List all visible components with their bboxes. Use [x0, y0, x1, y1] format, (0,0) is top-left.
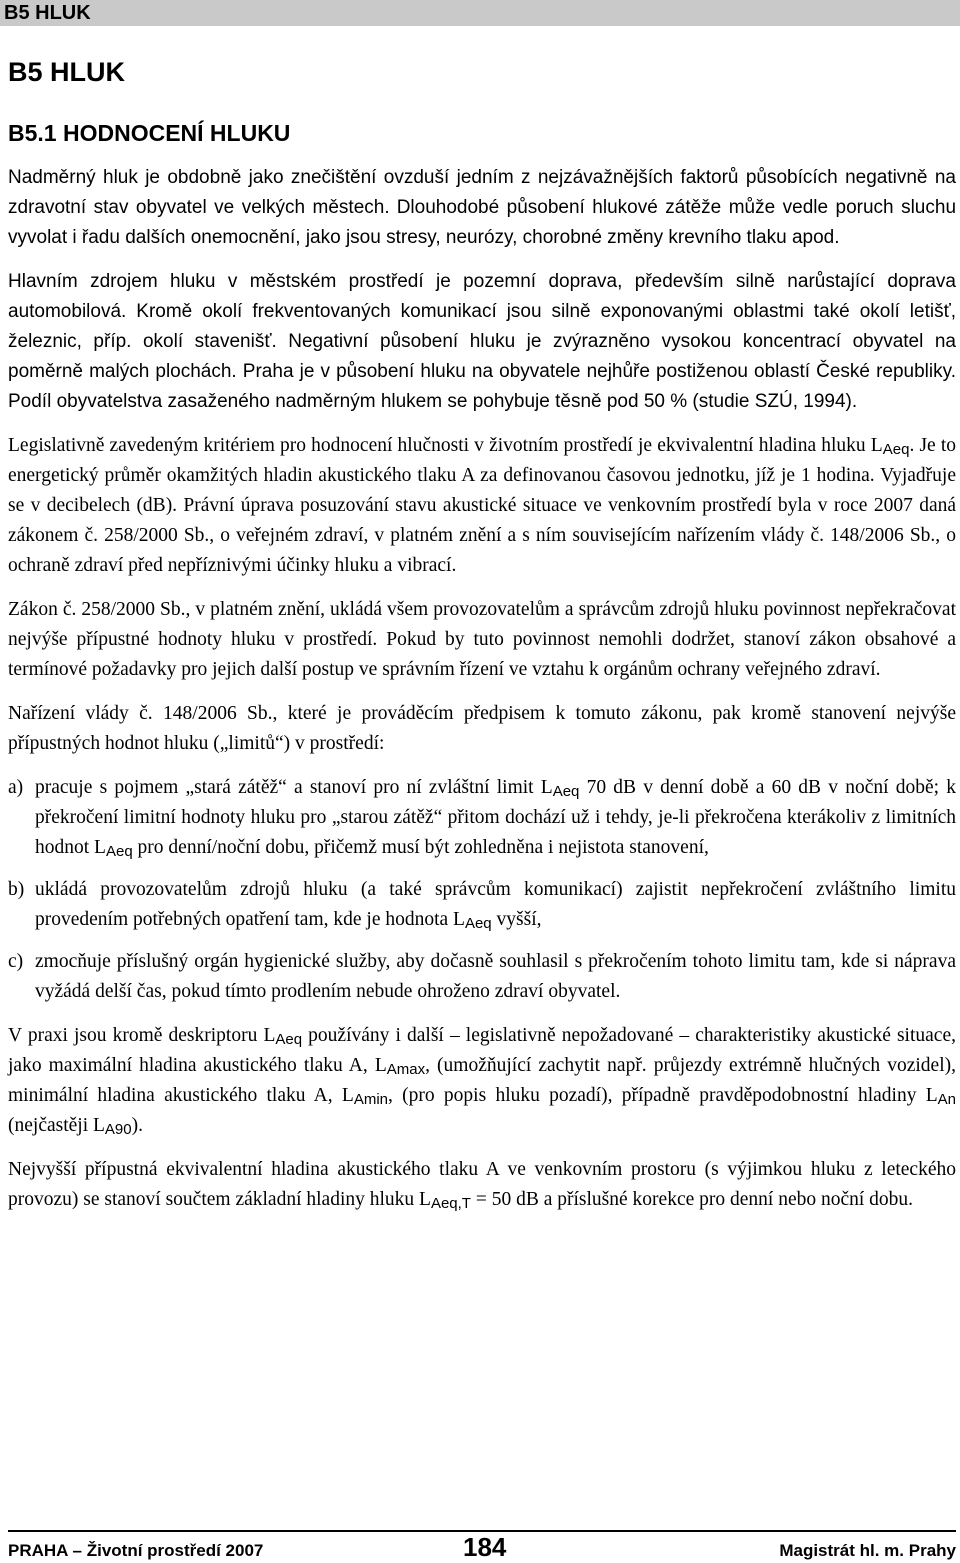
list-marker: a) [8, 777, 24, 798]
page-number: 184 [463, 1532, 507, 1562]
text: ukládá provozovatelům zdrojů hluku (a také správcům komunikací) zajistit nepřekročení zvláštního limitu provedením potřebných opatření tam, kde je hodnota L [35, 879, 956, 930]
text: Nejvyšší přípustná ekvivalentní hladina akustického tlaku A ve venkovním prostoru (s výjimkou hluku z leteckého provozu) se stanoví součtem základní hladiny hluku L [8, 1159, 956, 1210]
page-footer [8, 1530, 956, 1562]
paragraph-intro-lead: Nadměrný hluk je obdobně jako znečištění ovzduší jedním z nejzávažnějších faktorů působících negativně na zdravotní stav obyvatel ve velkých městech. [8, 167, 956, 218]
text: 70 dB v denní době a 60 dB v noční době; k překročení limitní hodnoty hluku pro „starou zátěž“ přitom dochází už i tehdy, je-li překročena kterákoliv z limitních hodnot L [35, 777, 956, 858]
subscript: An [937, 1091, 957, 1108]
subscript: Aeq [275, 1031, 303, 1048]
subscript: Aeq [464, 915, 492, 932]
paragraph-regulation: Nařízení vlády č. 148/2006 Sb., které je prováděcím předpisem k tomuto zákonu, pak kromě stanovení nejvýše přípustných hodnot hluku („limitů“) v prostředí: [8, 703, 956, 754]
paragraph-sources: Hlavním zdrojem hluku v městském prostředí je pozemní doprava, především silně narůstající doprava automobilová. Kromě okolí frekventovaných komunikací jsou silně exponovanými oblastmi také okolí letišť, železnic, příp. okolí stavenišť. Negativní působení hluku je zvýrazněno vysokou koncentrací obyvatel na poměrně malých plochách. Praha je v působení hluku na obyvatele nejhůře postiženou oblastí České republiky. Podíl obyvatelstva zasaženého nadměrným hlukem se pohybuje těsně pod 50 % (studie SZÚ, 1994). [8, 271, 956, 412]
text: zmocňuje příslušný orgán hygienické služby, aby dočasně souhlasil s překročením tohoto limitu tam, kde si náprava vyžádá delší čas, pokud tímto prodlením nebude ohroženo zdraví obyvatel. [35, 951, 956, 1002]
subscript: A90 [104, 1121, 132, 1138]
subscript: Aeq [552, 783, 580, 800]
paragraph-limit [8, 1155, 956, 1215]
body-text [8, 163, 956, 1229]
list-marker: b) [8, 879, 25, 900]
paragraph-intro-rest: Dlouhodobé působení hlukové zátěže může vedle poruch sluchu vyvolat i řadu dalších onemocnění, jako jsou stresy, neurózy, chorobné změny krevního tlaku apod. [8, 197, 957, 248]
subscript: Aeq,T [430, 1195, 471, 1212]
text: Legislativně zavedeným kritériem pro hodnocení hlučnosti v životním prostředí je ekvivalentní hladina hluku L [8, 435, 883, 456]
footer-publication: PRAHA – Životní prostředí 2007 [8, 1541, 264, 1560]
subscript: Aeq [882, 441, 910, 458]
text: = 50 dB a příslušné korekce pro denní nebo noční dobu. [470, 1189, 914, 1210]
paragraph-legislation [8, 431, 956, 581]
list-item-c [8, 947, 956, 1007]
text: V praxi jsou kromě deskriptoru L [8, 1025, 276, 1046]
text: . Je to energetický průměr okamžitých hladin akustického tlaku A za definovanou časovou jednotku, jíž je 1 hodina. Vyjadřuje se v decibelech (dB). Právní úprava posuzování stavu akustické situace ve venkovním prostředí byla v roce 2007 daná zákonem č. 258/2000 Sb., o veřejném zdraví, v platném znění a s ním souvisejícím nařízením vlády č. 148/2006 Sb., o ochraně zdraví před nepříznivými účinky hluku a vibrací. [8, 435, 956, 576]
text: pro denní/noční dobu, přičemž musí být zohledněna i nejistota stanovení, [132, 837, 709, 858]
subscript: Amin [353, 1091, 389, 1108]
running-head: B5 HLUK [0, 0, 960, 26]
text: vyšší, [491, 909, 542, 930]
list-item-a [8, 773, 956, 863]
text: (nejčastěji L [8, 1115, 105, 1136]
chapter-title: B5 HLUK [8, 57, 126, 87]
footer-publisher: Magistrát hl. m. Prahy [779, 1541, 956, 1560]
text: pracuje s pojmem „stará zátěž“ a stanoví pro ní zvláštní limit L [35, 777, 553, 798]
paragraph-descriptors [8, 1021, 956, 1141]
text: , (umožňující zachytit např. průjezdy extrémně hlučných vozidel), minimální hladina akustického tlaku A, L [8, 1055, 956, 1106]
text: používány i další – legislativně nepožadované – charakteristiky akustické situace, jako maximální hladina akustického tlaku A, L [8, 1025, 956, 1076]
paragraph-intro [8, 163, 956, 253]
text: , (pro popis hluku pozadí), případně pravděpodobnostní hladiny L [388, 1085, 938, 1106]
text: ). [131, 1115, 143, 1136]
list-marker: c) [8, 951, 24, 972]
paragraph-law: Zákon č. 258/2000 Sb., v platném znění, ukládá všem provozovatelům a správcům zdrojů hluku povinnost nepřekračovat nejvýše přípustné hodnoty hluku v prostředí. Pokud by tuto povinnost nemohli dodržet, stanoví zákon obsahové a termínové požadavky pro jejich další postup ve správním řízení ve vztahu k orgánům ochrany veřejného zdraví. [8, 599, 956, 680]
section-title: B5.1 HODNOCENÍ HLUKU [8, 120, 291, 146]
subscript: Aeq [105, 843, 133, 860]
list-item-b [8, 875, 956, 935]
subscript: Amax [386, 1061, 426, 1078]
regulation-list [8, 773, 956, 1007]
